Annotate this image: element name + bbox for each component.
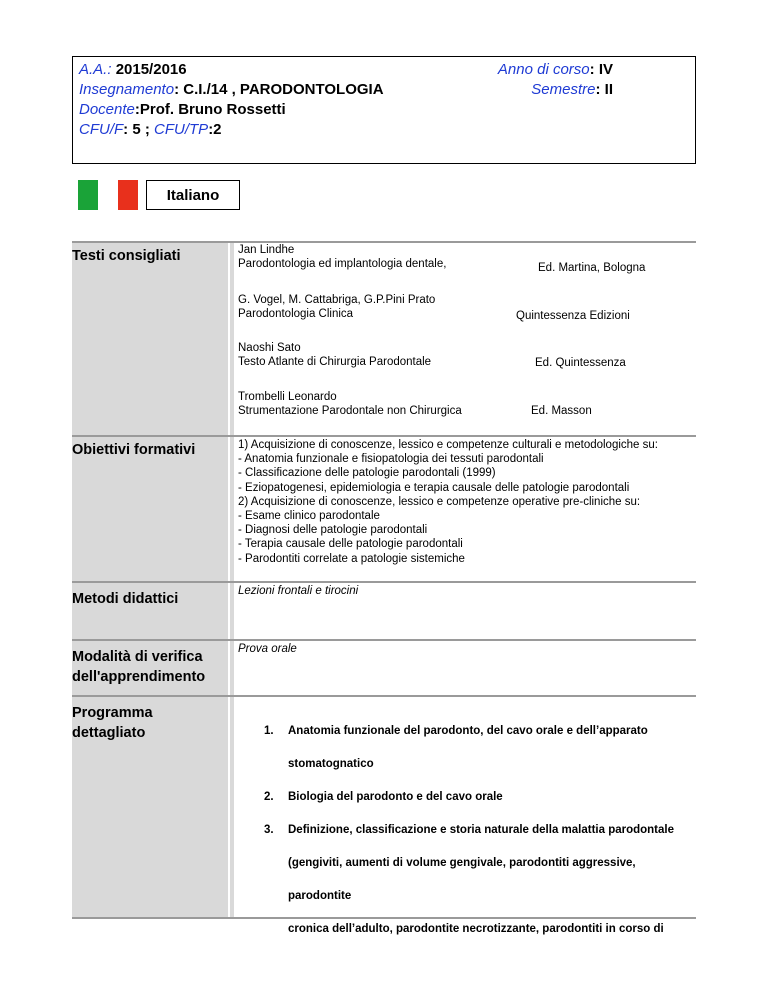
objective-line: 1) Acquisizione di conoscenze, lessico e competenze culturali e metodologiche su: bbox=[238, 439, 658, 451]
book-entry bbox=[238, 290, 696, 337]
book-title: Testo Atlante di Chirurgia Parodontale bbox=[238, 356, 432, 368]
book-entry bbox=[238, 337, 696, 384]
row-obiettivi-formativi bbox=[72, 435, 696, 581]
row-label-verifica bbox=[72, 641, 228, 695]
row-metodi-didattici bbox=[72, 581, 696, 639]
book-entry bbox=[238, 243, 696, 290]
semestre-label: Semestre bbox=[531, 81, 596, 98]
flag-stripe-red bbox=[118, 180, 138, 210]
anno-value: : IV bbox=[589, 61, 613, 78]
objective-line: - Anatomia funzionale e fisiopatologia dei tessuti parodontali bbox=[238, 453, 544, 466]
book-author: Jan Lindhe bbox=[238, 244, 295, 256]
cfuf-label: CFU/F bbox=[79, 121, 124, 138]
row-label-programma-line2: dettagliato bbox=[72, 725, 146, 741]
books-list bbox=[234, 243, 696, 435]
objective-line: - Parodontiti correlate a patologie sistemiche bbox=[238, 552, 465, 565]
row-label-metodi: Metodi didattici bbox=[72, 583, 228, 639]
programma-item: 1. Anatomia funzionale del parodonto, del cavo orale e dell’apparato stomatognatico bbox=[264, 725, 648, 770]
objective-line: - Esame clinico parodontale bbox=[238, 510, 380, 523]
verifica-value: Prova orale bbox=[238, 643, 297, 655]
cfutp-label: CFU/TP bbox=[154, 121, 209, 138]
book-entry bbox=[238, 384, 696, 431]
course-info-right bbox=[498, 60, 613, 100]
flag-stripe-green bbox=[78, 180, 98, 210]
row-label-verifica-line2: dell'apprendimento bbox=[72, 669, 206, 685]
row-label-programma bbox=[72, 697, 228, 917]
language-label: Italiano bbox=[146, 180, 240, 210]
metodi-value: Lezioni frontali e tirocini bbox=[238, 585, 359, 597]
syllabus-table bbox=[72, 241, 696, 935]
book-author: G. Vogel, M. Cattabriga, G.P.Pini Prato bbox=[238, 294, 436, 306]
objectives-text bbox=[234, 437, 696, 581]
semestre-value: : II bbox=[595, 81, 613, 98]
anno-label: Anno di corso bbox=[497, 61, 590, 78]
course-info-left bbox=[79, 60, 384, 140]
book-publisher: Ed. Martina, Bologna bbox=[538, 262, 646, 274]
row-label-obiettivi: Obiettivi formativi bbox=[72, 437, 228, 581]
row-programma-dettagliato bbox=[72, 695, 696, 935]
objective-line: - Diagnosi delle patologie parodontali bbox=[238, 524, 428, 537]
cfutp-value: :2 bbox=[208, 121, 222, 138]
docente-label: Docente bbox=[79, 101, 135, 118]
book-publisher: Ed. Masson bbox=[531, 405, 592, 417]
flag-stripe-white bbox=[98, 180, 118, 210]
row-label-programma-line1: Programma bbox=[72, 705, 153, 721]
programma-list bbox=[234, 697, 696, 935]
book-author: Trombelli Leonardo bbox=[238, 391, 337, 403]
book-publisher: Quintessenza Edizioni bbox=[516, 310, 630, 322]
insegnamento-label: Insegnamento bbox=[79, 81, 175, 98]
book-title: Strumentazione Parodontale non Chirurgica bbox=[238, 405, 462, 417]
aa-value: 2015/2016 bbox=[115, 61, 187, 78]
book-author: Naoshi Sato bbox=[238, 342, 301, 354]
objective-line: - Classificazione delle patologie parodontali (1999) bbox=[238, 467, 496, 480]
docente-value: :Prof. Bruno Rossetti bbox=[134, 101, 286, 118]
italian-flag-icon bbox=[78, 180, 138, 210]
row-modalita-verifica bbox=[72, 639, 696, 695]
insegnamento-value: : C.I./14 , PARODONTOLOGIA bbox=[174, 81, 384, 98]
row-label-verifica-line1: Modalità di verifica bbox=[72, 649, 203, 665]
book-title: Parodontologia ed implantologia dentale, bbox=[238, 258, 447, 270]
book-publisher: Ed. Quintessenza bbox=[535, 357, 626, 369]
cfuf-value: : 5 ; bbox=[123, 121, 155, 138]
row-label-testi: Testi consigliati bbox=[72, 243, 228, 435]
programma-item: 2. Biologia del parodonto e del cavo orale bbox=[264, 791, 503, 803]
aa-label: A.A.: bbox=[79, 61, 112, 78]
book-title: Parodontologia Clinica bbox=[238, 308, 354, 320]
programma-item: 3. Definizione, classificazione e storia naturale della malattia parodontale (gengiviti, aumenti di volume gengivale, parodontiti aggressive, parodontite cronica dell’adulto, parodontite necrotizzante, parodontiti in corso di bbox=[264, 824, 675, 935]
row-testi-consigliati bbox=[72, 241, 696, 435]
objective-line: - Eziopatogenesi, epidemiologia e terapia causale delle patologie parodontali bbox=[238, 481, 630, 494]
course-header bbox=[72, 56, 696, 164]
objective-line: 2) Acquisizione di conoscenze, lessico e competenze operative pre-cliniche su: bbox=[238, 495, 641, 508]
objective-line: - Terapia causale delle patologie parodontali bbox=[238, 538, 463, 551]
